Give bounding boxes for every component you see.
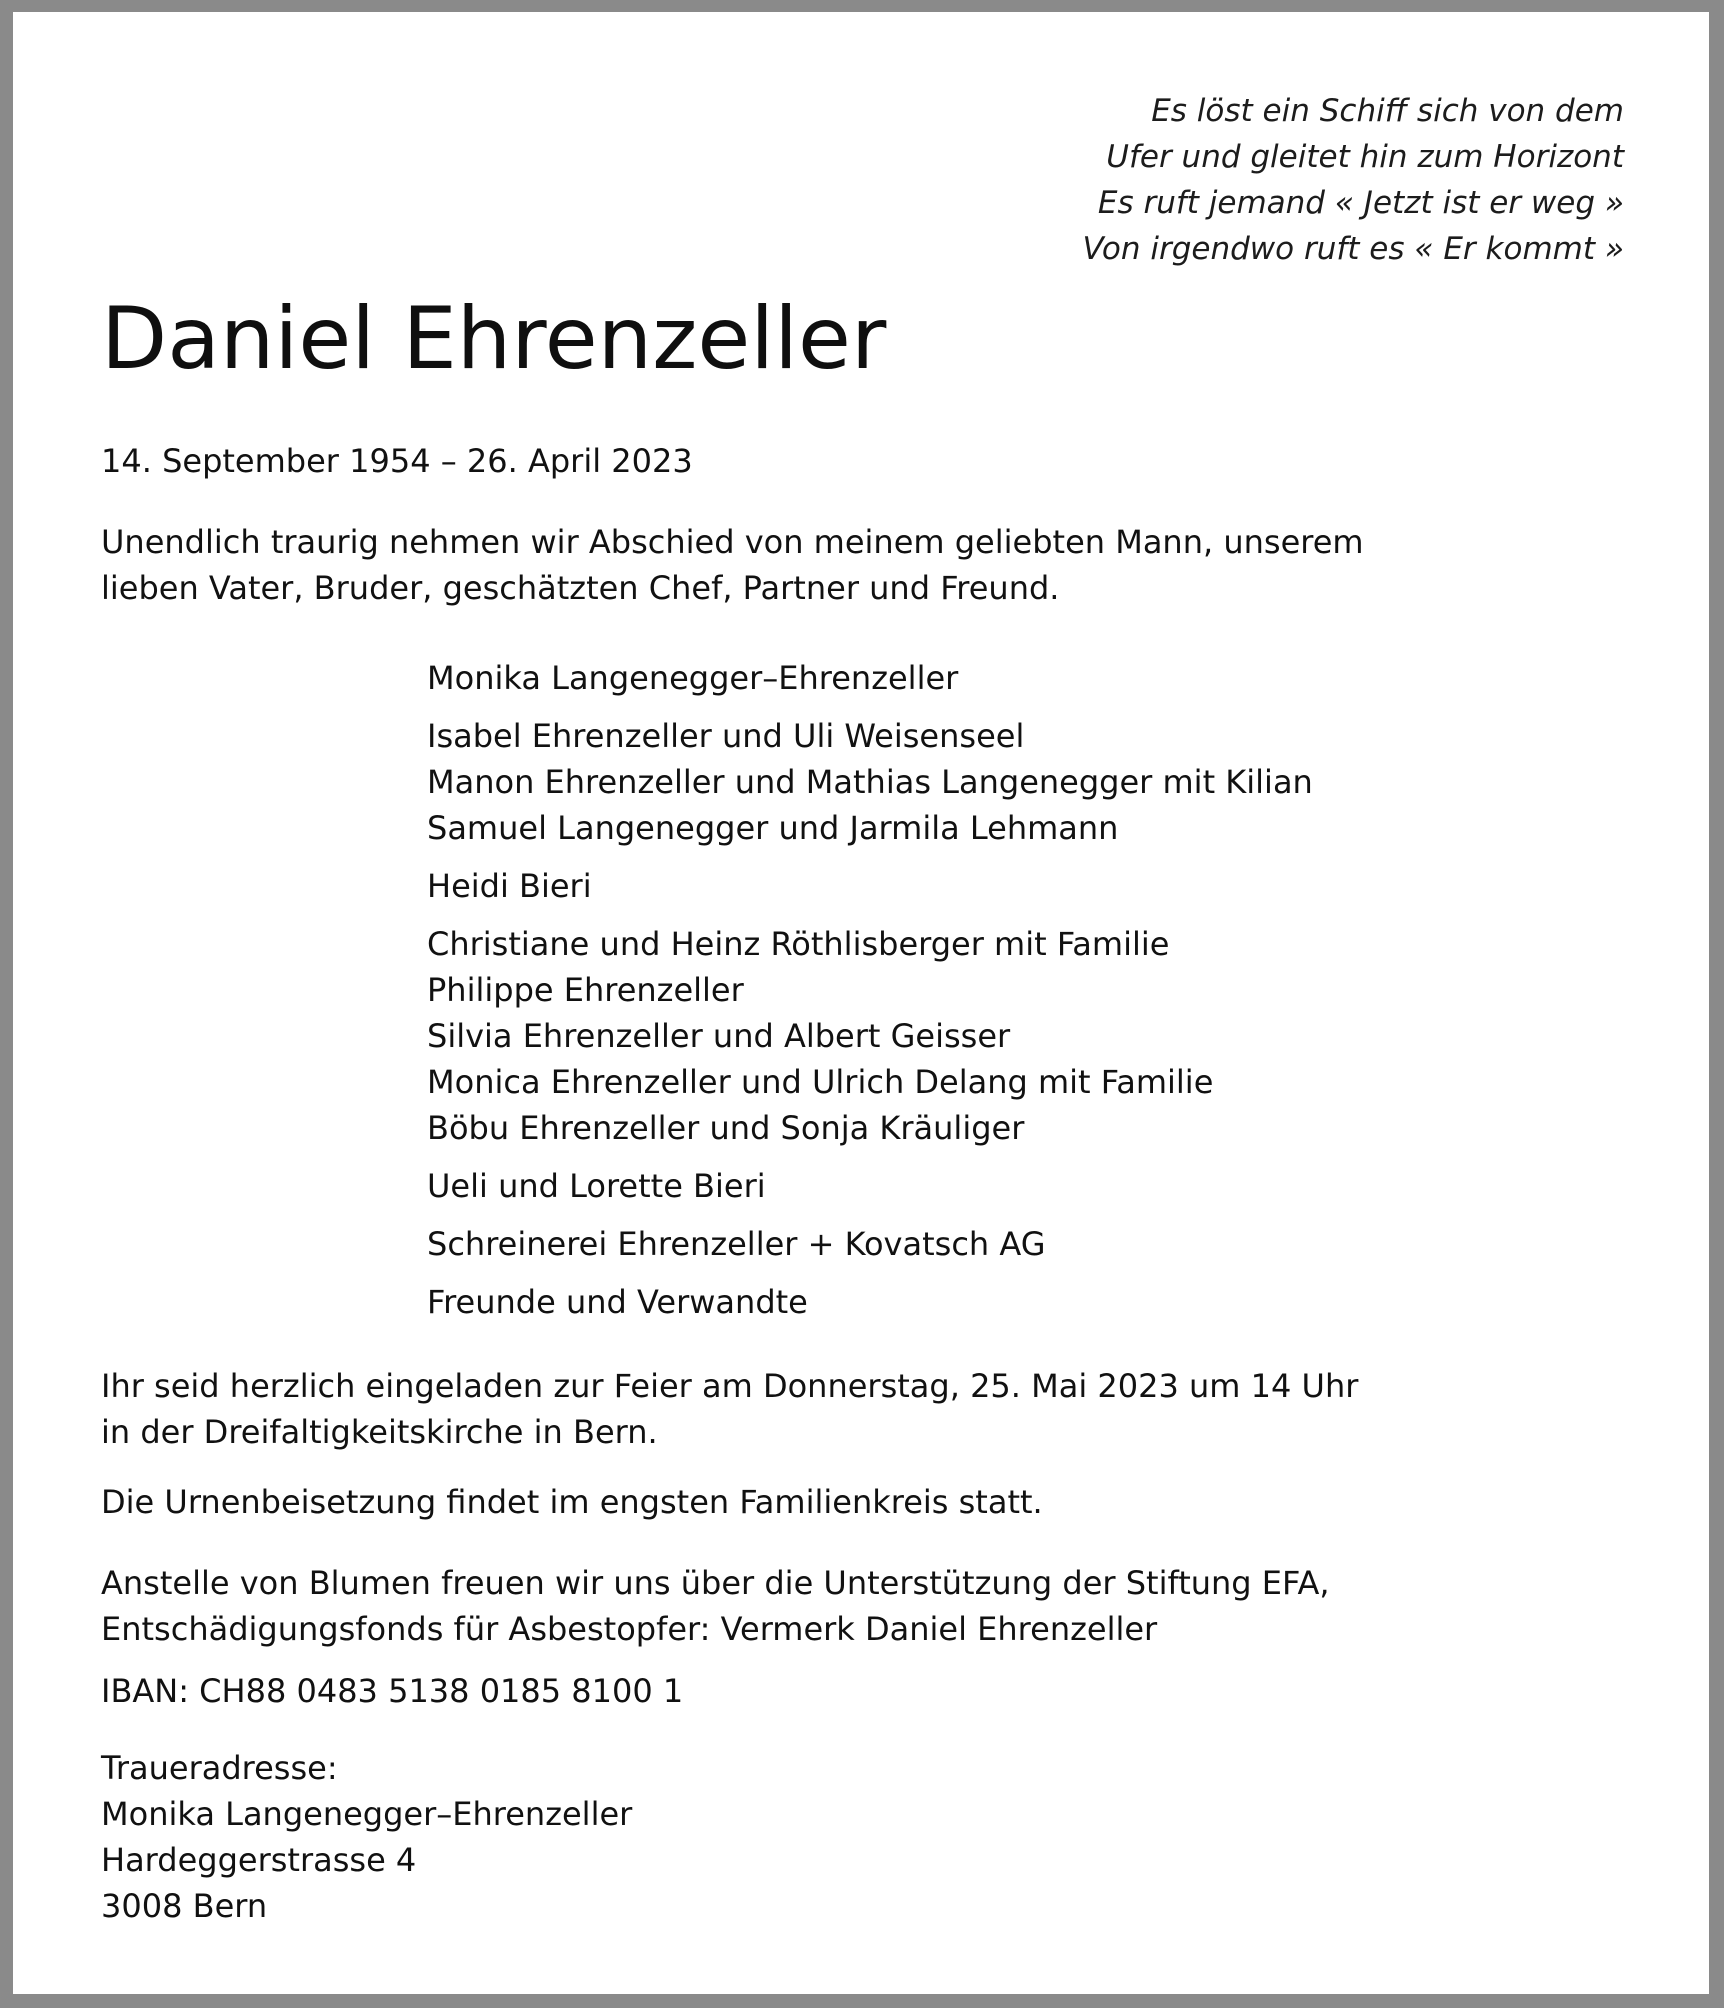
iban: IBAN: CH88 0483 5138 0185 8100 1 [101,1672,684,1710]
mourner-group [427,655,1313,701]
mourner-group [427,713,1313,851]
burial-info: Die Urnenbeisetzung findet im engsten Familienkreis statt. [101,1483,1043,1521]
deceased-name: Daniel Ehrenzeller [101,289,887,389]
intro-line: lieben Vater, Bruder, geschätzten Chef, Partner und Freund. [101,569,1060,607]
donation-line: Anstelle von Blumen freuen wir uns über die Unterstützung der Stiftung EFA, [101,1564,1330,1602]
poem-line: Es löst ein Schiff sich von dem [1151,93,1624,129]
donation-info [101,1560,1330,1652]
mourner-line: Silvia Ehrenzeller und Albert Geisser [427,1017,1011,1055]
intro-line: Unendlich traurig nehmen wir Abschied von meinem geliebten Mann, unserem [101,523,1364,561]
donation-line: Entschädigungsfonds für Asbestopfer: Vermerk Daniel Ehrenzeller [101,1610,1158,1648]
mourner-line: Böbu Ehrenzeller und Sonja Kräuliger [427,1109,1025,1147]
mourner-line: Monica Ehrenzeller und Ulrich Delang mit Familie [427,1063,1214,1101]
mourners-list [427,655,1313,1337]
mourner-group [427,1221,1313,1267]
mourner-line: Philippe Ehrenzeller [427,971,744,1009]
address-city: 3008 Bern [101,1887,268,1925]
intro-text [101,519,1364,611]
ceremony-line: in der Dreifaltigkeitskirche in Bern. [101,1413,658,1451]
life-dates: 14. September 1954 – 26. April 2023 [101,442,693,480]
mourner-line: Manon Ehrenzeller und Mathias Langenegger mit Kilian [427,763,1313,801]
poem [1083,88,1625,272]
mourner-group [427,1279,1313,1325]
address-name: Monika Langenegger–Ehrenzeller [101,1795,633,1833]
obituary-page [13,12,1709,1994]
mourner-line: Freunde und Verwandte [427,1283,808,1321]
mourner-line: Isabel Ehrenzeller und Uli Weisenseel [427,717,1025,755]
address-label: Traueradresse: [101,1749,338,1787]
mourner-line: Monika Langenegger–Ehrenzeller [427,659,959,697]
poem-line: Ufer und gleitet hin zum Horizont [1106,139,1624,175]
mourner-line: Christiane und Heinz Röthlisberger mit Familie [427,925,1170,963]
ceremony-info [101,1363,1358,1455]
address-street: Hardeggerstrasse 4 [101,1841,417,1879]
mourner-line: Samuel Langenegger und Jarmila Lehmann [427,809,1119,847]
ceremony-line: Ihr seid herzlich eingeladen zur Feier am Donnerstag, 25. Mai 2023 um 14 Uhr [101,1367,1359,1405]
mourner-line: Ueli und Lorette Bieri [427,1167,766,1205]
mourner-group [427,863,1313,909]
poem-line: Es ruft jemand « Jetzt ist er weg » [1097,185,1624,221]
mourner-group [427,1163,1313,1209]
mourner-group [427,921,1313,1151]
poem-line: Von irgendwo ruft es « Er kommt » [1082,231,1624,267]
mourner-line: Schreinerei Ehrenzeller + Kovatsch AG [427,1225,1046,1263]
mourning-address [101,1745,632,1929]
mourner-line: Heidi Bieri [427,867,592,905]
